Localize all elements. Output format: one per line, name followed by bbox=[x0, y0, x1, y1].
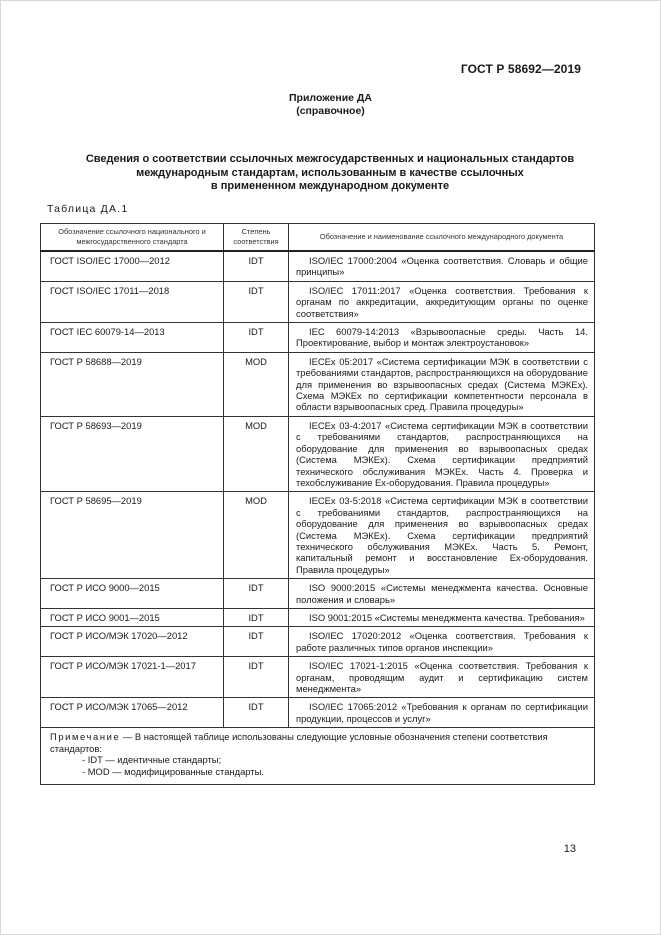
reference-text: IECEx 05:2017 «Система сертификации МЭК в соответствии с требованиями стандартов, распространяющихся на оборудование для применения во взрывоопасных средах (Система МЭКЕх). Схема МЭКЕх по сертификации компетентности персонала в области взрывоопасных сред. Правила процедуры» bbox=[296, 355, 588, 413]
standard-cell: ГОСТ Р ИСО/МЭК 17065—2012 bbox=[41, 698, 224, 728]
degree-cell: IDT bbox=[224, 627, 289, 657]
reference-text: ISO 9001:2015 «Системы менеджмента качества. Требования» bbox=[309, 611, 585, 623]
table-note-row bbox=[41, 728, 595, 784]
correspondence-table bbox=[40, 223, 595, 785]
column-header-reference: Обозначение и наименование ссылочного международного документа bbox=[289, 224, 595, 252]
reference-text: ISO/IEC 17011:2017 «Оценка соответствия. Требования к органам по аккредитации, аккредитующим органы по оценке соответствия» bbox=[296, 284, 588, 319]
note-item: - MOD — модифицированные стандарты. bbox=[82, 766, 264, 777]
heading-line: в примененном международном документе bbox=[210, 180, 450, 192]
table-row bbox=[41, 698, 595, 728]
reference-cell bbox=[289, 416, 595, 491]
standard-cell: ГОСТ Р ИСО/МЭК 17020—2012 bbox=[41, 627, 224, 657]
reference-text: IECEx 03-5:2018 «Система сертификации МЭК в соответствии с требованиями стандартов, распространяющихся на оборудование для применения во взрывоопасных средах (Система МЭКЕх). Схема сертификации предприятий технического обслуживания МЭКЕх. Часть 5. Ремонт, капитальный ремонт и восстановление Ех-оборудования. Правила процедуры» bbox=[296, 495, 588, 575]
reference-cell bbox=[289, 698, 595, 728]
table-row bbox=[41, 251, 595, 281]
standard-cell: ГОСТ Р ИСО/МЭК 17021-1—2017 bbox=[41, 657, 224, 698]
degree-cell: IDT bbox=[224, 323, 289, 353]
note-label: Примечание bbox=[50, 731, 121, 743]
reference-text: IECEx 03-4:2017 «Система сертификации МЭК в соответствии с требованиями стандартов, распространяющихся на оборудование для применения во взрывоопасных средах (Система МЭКЕх). Схема сертификации предприятий технического обслуживания МЭКЕх. Часть 4. Проверка и техобслуживание Ех-оборудования. Правила процедуры» bbox=[296, 419, 588, 488]
table-row bbox=[41, 323, 595, 353]
degree-cell: IDT bbox=[224, 657, 289, 698]
standard-cell: ГОСТ Р 58688—2019 bbox=[41, 352, 224, 416]
page-number: 13 bbox=[563, 843, 576, 855]
degree-cell: IDT bbox=[224, 281, 289, 322]
degree-cell: MOD bbox=[224, 492, 289, 579]
table-row bbox=[41, 416, 595, 491]
reference-text: ISO/IEC 17065:2012 «Требования к органам по сертификации продукции, процессов и услуг» bbox=[296, 701, 588, 724]
standard-cell: ГОСТ Р ИСО 9000—2015 bbox=[41, 579, 224, 609]
table-header-row bbox=[41, 224, 595, 252]
table-row bbox=[41, 579, 595, 609]
reference-cell bbox=[289, 251, 595, 281]
table-row bbox=[41, 281, 595, 322]
degree-cell: IDT bbox=[224, 608, 289, 626]
note-text bbox=[50, 731, 585, 754]
reference-cell bbox=[289, 281, 595, 322]
section-heading bbox=[40, 153, 620, 194]
appendix-title-block bbox=[0, 92, 661, 118]
appendix-subtitle: (справочное) bbox=[296, 105, 365, 117]
reference-text: ISO/IEC 17000:2004 «Оценка соответствия. Словарь и общие принципы» bbox=[296, 255, 588, 278]
standard-cell: ГОСТ Р 58695—2019 bbox=[41, 492, 224, 579]
reference-text: ISO 9000:2015 «Системы менеджмента качества. Основные положения и словарь» bbox=[296, 582, 588, 605]
standard-cell: ГОСТ IEC 60079-14—2013 bbox=[41, 323, 224, 353]
table-label: Таблица ДА.1 bbox=[47, 203, 129, 215]
table-row bbox=[41, 627, 595, 657]
reference-text: IEC 60079-14:2013 «Взрывоопасные среды. Часть 14. Проектирование, выбор и монтаж электроустановок» bbox=[296, 326, 588, 349]
reference-cell bbox=[289, 323, 595, 353]
table-note bbox=[41, 728, 595, 784]
degree-cell: MOD bbox=[224, 416, 289, 491]
standard-cell: ГОСТ Р ИСО 9001—2015 bbox=[41, 608, 224, 626]
reference-text: ISO/IEC 17021-1:2015 «Оценка соответствия. Требования к органам, проводящим аудит и сертификацию систем менеджмента» bbox=[296, 660, 588, 694]
reference-text: ISO/IEC 17020:2012 «Оценка соответствия. Требования к работе различных типов органов инспекции» bbox=[296, 630, 588, 653]
reference-cell bbox=[289, 579, 595, 609]
reference-cell bbox=[289, 657, 595, 698]
standard-cell: ГОСТ Р 58693—2019 bbox=[41, 416, 224, 491]
reference-cell bbox=[289, 492, 595, 579]
table-row bbox=[41, 352, 595, 416]
note-item: - IDT — идентичные стандарты; bbox=[82, 754, 222, 766]
heading-line: Сведения о соответствии ссылочных межгосударственных и национальных стандартов bbox=[85, 153, 575, 165]
document-code: ГОСТ Р 58692—2019 bbox=[460, 62, 581, 76]
heading-line: международным стандартам, использованным в качестве ссылочных bbox=[136, 166, 524, 179]
table-row bbox=[41, 608, 595, 626]
degree-cell: IDT bbox=[224, 251, 289, 281]
reference-cell bbox=[289, 627, 595, 657]
table-row bbox=[41, 657, 595, 698]
standard-cell: ГОСТ ISO/IEC 17000—2012 bbox=[41, 251, 224, 281]
degree-cell: IDT bbox=[224, 579, 289, 609]
table-row bbox=[41, 492, 595, 579]
appendix-title: Приложение ДА bbox=[289, 92, 372, 104]
reference-cell bbox=[289, 608, 595, 626]
column-header-standard: Обозначение ссылочного национального и межгосударственного стандарта bbox=[41, 224, 224, 252]
degree-cell: IDT bbox=[224, 698, 289, 728]
degree-cell: MOD bbox=[224, 352, 289, 416]
standard-cell: ГОСТ ISO/IEC 17011—2018 bbox=[41, 281, 224, 322]
note-body: — В настоящей таблице использованы следующие условные обозначения степени соответствия стандартов: bbox=[50, 731, 548, 754]
reference-cell bbox=[289, 352, 595, 416]
column-header-degree: Степень соответствия bbox=[224, 224, 289, 252]
